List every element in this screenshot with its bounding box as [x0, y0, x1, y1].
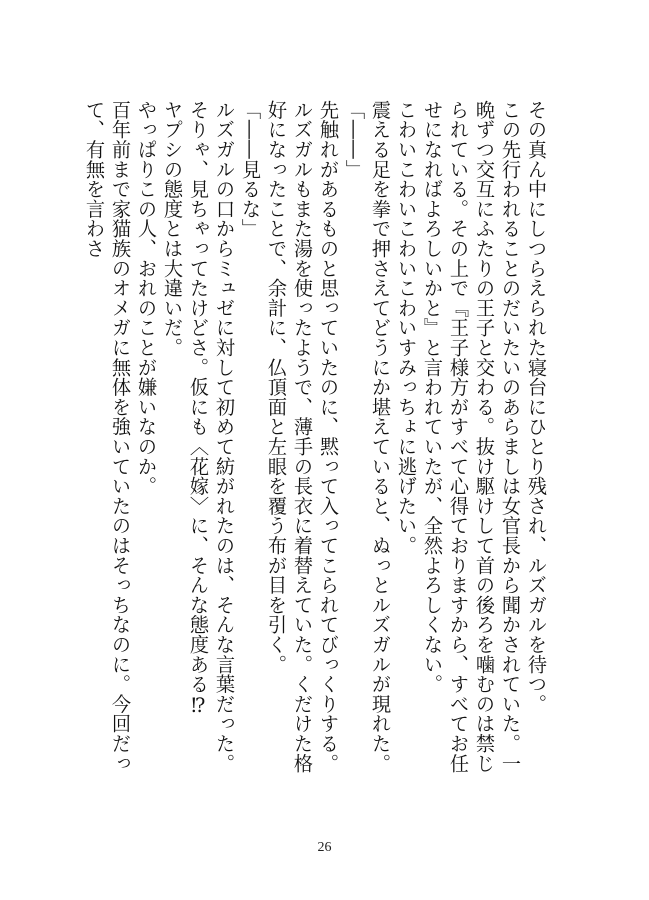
paragraph: こわいこわいこわいこわいすみっちょに逃げたい。 — [395, 100, 418, 556]
paragraph: この先行われることのだいたいのあらましは女官長から聞かされていた。一晩ずつ交互にふたりの王子と交わる。抜け駆けして首の後ろを噛むのは禁じられている。その上で『王子様方がすべて心得ておりますから、すべてお任せになればよろしいかと』と言われていたが、全然よろしくない。 — [421, 100, 522, 774]
paragraph: 百年前まで家猫族のオメガに無体を強いていたのはそっちなのに。今回だって、有無を言わさ — [83, 100, 132, 774]
paragraph: その真ん中にしつらえられた寝台にひとり残され、ルズガルを待つ。 — [525, 100, 548, 714]
dialogue-line: 「――見るな」 — [239, 100, 262, 239]
dialogue-line: 「――」 — [343, 100, 366, 180]
paragraph: ルズガルの口からミュゼに対して初めて紡がれたのは、そんな言葉だった。 — [213, 100, 236, 774]
paragraph: そりゃ、見ちゃってたけどさ。仮にも〈花嫁〉に、そんな態度ある⁉ — [187, 100, 210, 718]
paragraph: ヤプシの態度とは大違いだ。 — [161, 100, 184, 358]
paragraph: やっぱりこの人、おれのことが嫌いなのか。 — [135, 100, 158, 496]
paragraph: 先触れがあるものと思っていたのに、黙って入ってこられてびっくりする。 — [317, 100, 340, 774]
page-number: 26 — [317, 840, 332, 855]
vertical-text-body — [83, 100, 549, 780]
paragraph: ルズガルもまた湯を使ったようで、薄手の長衣に着替えていた。くだけた格好になったことで、余計に、仏頂面と左眼を覆う布が目を引く。 — [265, 100, 314, 774]
paragraph: 震える足を拳で押さえてどうにか堪えていると、ぬっとルズガルが現れた。 — [369, 100, 392, 774]
